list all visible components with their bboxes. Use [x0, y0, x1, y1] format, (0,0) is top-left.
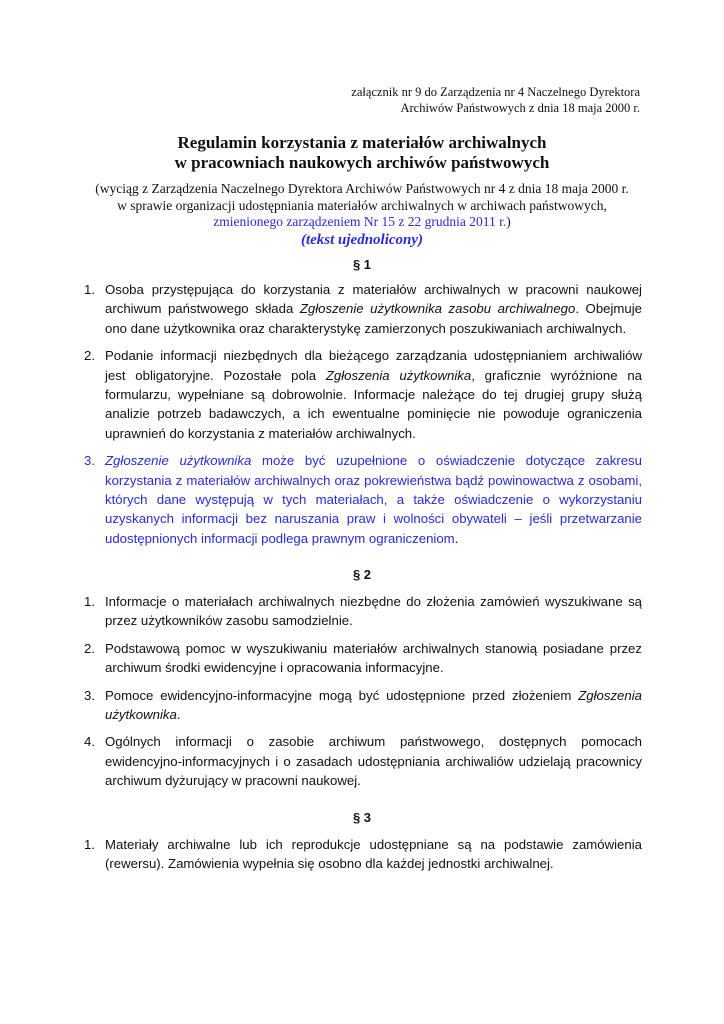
form-name: Zgłoszenia użytkownika [325, 367, 472, 383]
subtitle-line-3 [0, 214, 724, 231]
section-heading-1: § 1 [352, 257, 372, 272]
list-item: 2. Podstawową pomoc w wyszukiwaniu materiałów archiwalnych stanowią posiadane przez archiwum środki ewidencyjne i opracowania informacyjne. [84, 640, 642, 676]
document-title-line-2: w pracowniach naukowych archiwów państwowych [174, 153, 550, 172]
attachment-note-line-1: załącznik nr 9 do Zarządzenia nr 4 Naczelnego Dyrektora [351, 85, 640, 99]
item-number: 1. [84, 282, 95, 297]
section-heading-3: § 3 [352, 810, 372, 825]
item-number: 3. [84, 453, 95, 469]
subtitle-line-1: (wyciąg z Zarządzenia Naczelnego Dyrektora Archiwów Państwowych nr 4 z dnia 18 maja 2000 r. [95, 181, 629, 196]
attachment-note-line-2: Archiwów Państwowych z dnia 18 maja 2000 r. [400, 101, 640, 115]
item-number: 3. [84, 687, 95, 703]
item-number: 2. [84, 640, 95, 656]
form-name: Zgłoszenie użytkownika [105, 453, 252, 469]
subtitle-closing-paren: ) [506, 214, 511, 229]
amendment-reference: zmienionego zarządzeniem Nr 15 z 22 grudnia 2011 r. [213, 214, 507, 229]
list-item: 4. Ogólnych informacji o zasobie archiwum państwowego, dostępnych pomocach ewidencyjno-informacyjnych i o zasadach udostępniania archiwaliów udzielają pracownicy archiwum dyżurujący w pracowni naukowej. [84, 734, 642, 789]
item-number: 4. [84, 734, 95, 750]
subtitle-line-2: w sprawie organizacji udostępniania materiałów archiwalnych w archiwach państwowych, [117, 197, 607, 213]
list-item: 2. Podanie informacji niezbędnych dla bieżącego zarządzania udostępnianiem archiwaliów jest obligatoryjne. Pozostałe pola Zgłoszenia użytkownika, graficznie wyróżnione na formularzu, wypełniane są dobrowolnie. Informacje należące do tej drugiej grupy służą analizie potrzeb badawczych, a ich ewentualne pominięcie nie powoduje ograniczenia uprawnień do korzystania z materiałów archiwalnych. [84, 348, 642, 441]
item-number: 1. [84, 594, 95, 609]
unified-text-label: (tekst ujednolicony) [300, 231, 424, 248]
document-title-line-1: Regulamin korzystania z materiałów archiwalnych [177, 133, 547, 152]
form-name: Zgłoszenie użytkownika zasobu archiwalnego [299, 301, 576, 317]
list-item-amended: 3. Zgłoszenie użytkownika może być uzupełnione o oświadczenie dotyczące zakresu korzystania z materiałów archiwalnych oraz pokrewieństwa bądź powinowactwa z osobami, których dane występują w tych materiałach, a także oświadczenie o wykorzystaniu uzyskanych informacji bez naruszania praw i wolności obywateli – jeśli przetwarzanie udostępnionych informacji podlega prawnym ograniczeniom. [84, 453, 642, 546]
document-title [0, 133, 724, 173]
section-3-list [84, 835, 642, 882]
form-name: Zgłoszenia użytkownika [105, 687, 642, 723]
list-item: 1. Informacje o materiałach archiwalnych niezbędne do złożenia zamówień wyszukiwane są przez użytkowników zasobu samodzielnie. [84, 594, 642, 629]
section-2-list [84, 592, 642, 799]
document-subtitle [0, 181, 724, 248]
attachment-note [351, 84, 640, 116]
section-1-list [84, 280, 642, 556]
list-item: 1. Osoba przystępująca do korzystania z materiałów archiwalnych w pracowni naukowej archiwum państwowego składa Zgłoszenie użytkownika zasobu archiwalnego. Obejmuje ono dane użytkownika oraz charakterystykę zamierzonych poszukiwaniach archiwalnych. [84, 282, 642, 336]
list-item: 3. Pomoce ewidencyjno-informacyjne mogą być udostępnione przed złożeniem Zgłoszenia użytkownika. [84, 687, 642, 723]
section-heading-2: § 2 [352, 567, 372, 582]
item-number: 2. [84, 348, 95, 364]
item-number: 1. [84, 837, 95, 852]
list-item: 1. Materiały archiwalne lub ich reprodukcje udostępniane są na podstawie zamówienia (rewersu). Zamówienia wypełnia się osobno dla każdej jednostki archiwalnej. [84, 837, 642, 872]
